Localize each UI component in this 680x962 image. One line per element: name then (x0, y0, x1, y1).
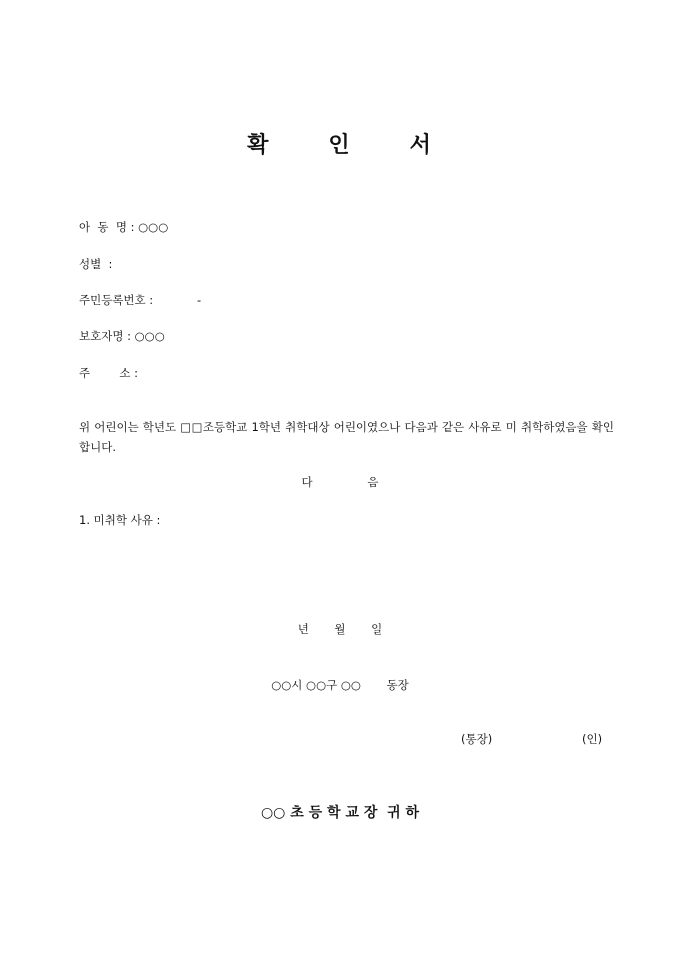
confirmation-statement: 위 어린이는 학년도 □□조등학교 1학년 취학대상 어린이였으나 다음과 같은 사유로 미 취학하였음을 확인합니다. (79, 420, 614, 454)
notice-heading: 다 음 (301, 475, 379, 489)
seal-role-label: (통장) (461, 732, 493, 746)
gender-field: 성별 : (79, 257, 113, 271)
date-line: 년 월 일 (297, 622, 383, 636)
addressee: ○○ 초 등 학 교 장 귀 하 (260, 805, 420, 821)
document-title: 확 인 서 (247, 133, 433, 158)
non-enrollment-reason-label: 1. 미취학 사유 : (79, 513, 161, 527)
address-field: 주 소 : (79, 366, 138, 380)
guardian-name-field: 보호자명 : ○○○ (79, 329, 165, 343)
issuer-line: ○○시 ○○구 ○○ 동장 (271, 678, 409, 692)
child-name-field: 아 동 명 : ○○○ (79, 220, 169, 234)
seal-mark: (인) (582, 732, 603, 746)
resident-number-field: 주민등록번호 : - (79, 293, 202, 307)
